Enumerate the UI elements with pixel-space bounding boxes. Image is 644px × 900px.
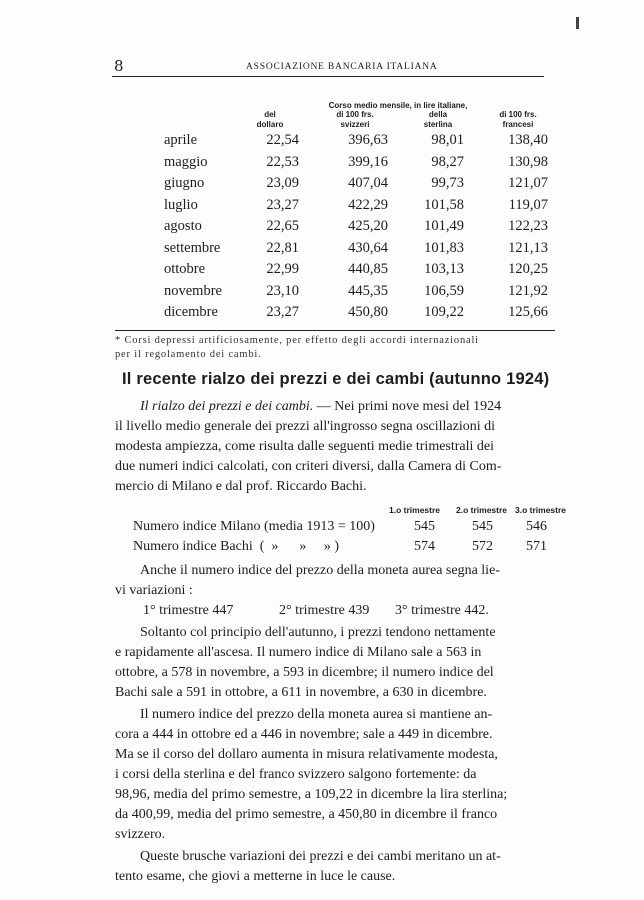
cell-month: agosto [164,218,202,234]
column-header-dollaro: del dollaro [256,110,284,129]
cell-month: aprile [164,132,198,148]
cell-francesi: 125,66 [508,304,548,320]
cell-francesi: 121,13 [508,239,548,256]
body-text-line: Soltanto col principio dell'autunno, i prezzi tendono nettamente [140,625,496,640]
cell-sterlina: 101,83 [424,239,464,256]
cell-dollaro: 23,10 [266,282,299,299]
body-text-line: modesta ampiezza, come risulta dalle seguenti medie trimestrali dei [115,439,495,454]
cell-francesi: 121,92 [508,282,548,299]
header-rule [112,76,544,77]
column-header-francesi: di 100 frs. francesi [499,110,537,129]
body-text-line: e rapidamente all'ascesa. Il numero indice di Milano sale a 563 in [115,645,482,660]
index-value: 572 [472,539,493,554]
table-row [0,261,644,283]
body-text-line: mercio di Milano e dal prof. Riccardo Bachi. [115,479,367,494]
index-row-label: Numero indice Bachi ( » » » ) [133,539,340,554]
table-caption: Corso medio mensile, in lire italiane, [328,101,468,110]
body-text-line: Il numero indice del prezzo della moneta aurea si mantiene an- [140,707,493,722]
cell-svizzeri: 425,20 [348,218,388,234]
cell-sterlina: 99,73 [431,175,464,191]
index-value: 545 [414,519,435,534]
footnote-line: per il regolamento dei cambi. [115,349,262,360]
cell-francesi: 138,40 [508,132,548,148]
cell-dollaro: 23,27 [266,304,299,320]
cell-sterlina: 106,59 [424,282,464,299]
cell-sterlina: 98,01 [431,132,464,148]
body-text-line: ottobre, a 578 in novembre, a 593 in dicembre; il numero indice del [115,665,494,680]
body-text-line: svizzero. [115,827,166,842]
section-heading: Il recente rialzo dei prezzi e dei cambi (autunno 1924) [122,370,550,388]
table-row [0,304,644,326]
cell-francesi: 119,07 [508,196,548,213]
body-text-line: vi variazioni : [115,583,193,598]
cell-month: giugno [164,175,205,191]
body-text-line: Anche il numero indice del prezzo della moneta aurea segna lie- [140,563,500,578]
index-value: 546 [526,519,547,534]
cell-svizzeri: 422,29 [348,196,388,213]
body-text-line: da 400,99, media del primo semestre, a 450,80 in dicembre il franco [115,807,498,822]
body-text-line: tento esame, che giovi a metterne in luce le cause. [115,869,396,884]
cell-svizzeri: 399,16 [348,153,388,170]
table-row [0,175,644,197]
table-row [0,154,644,176]
cell-francesi: 122,23 [508,218,548,234]
body-text-line: Bachi sale a 591 in ottobre, a 611 in novembre, a 630 in dicembre. [115,685,487,700]
cell-dollaro: 22,81 [266,239,299,256]
cell-sterlina: 103,13 [424,261,464,277]
cell-svizzeri: 407,04 [348,175,388,191]
cell-month: settembre [164,239,221,256]
index-header-q3: 3.o trimestre [515,505,567,515]
column-header-svizzeri: di 100 frs. svizzeri [336,110,374,129]
cell-svizzeri: 396,63 [348,132,388,148]
index-value: 545 [472,519,493,534]
cell-sterlina: 109,22 [424,304,464,320]
table-row [0,283,644,305]
index-value: 571 [526,539,547,554]
body-text-line: due numeri indici calcolati, con criteri diversi, dalla Camera di Com- [115,459,502,474]
body-text-line: Queste brusche variazioni dei prezzi e dei cambi meritano un at- [140,849,501,864]
running-header-title: ASSOCIAZIONE BANCARIA ITALIANA [246,62,438,72]
cell-svizzeri: 430,64 [348,239,388,256]
table-bottom-rule [115,330,555,331]
cell-svizzeri: 440,85 [348,261,388,277]
cell-francesi: 130,98 [508,153,548,170]
cell-sterlina: 101,49 [424,218,464,234]
table-row [0,218,644,240]
cell-dollaro: 22,65 [266,218,299,234]
body-text-line: i corsi della sterlina e del franco svizzero salgono fortemente: da [115,767,477,782]
cell-dollaro: 23,09 [266,175,299,191]
index-row-label: Numero indice Milano (media 1913 = 100) [133,519,375,534]
cell-month: dicembre [164,304,218,320]
index-value: 574 [414,539,435,554]
cell-svizzeri: 450,80 [348,304,388,320]
body-text-line: cora a 444 in ottobre ed a 446 in novembre; sale a 449 in dicembre. [115,727,493,742]
cell-dollaro: 22,54 [266,132,299,148]
cell-month: maggio [164,153,208,170]
column-header-sterlina: della sterlina [423,110,453,129]
quarter-value: 2° trimestre 439 [279,603,370,618]
body-text-line: Il rialzo dei prezzi e dei cambi. — Nei primi nove mesi del 1924 [140,399,502,414]
cell-month: luglio [164,196,198,213]
cell-dollaro: 22,99 [266,261,299,277]
cell-svizzeri: 445,35 [348,282,388,299]
body-text-line: 98,96, media del primo semestre, a 109,22 in dicembre la lira sterlina; [115,787,508,802]
cell-month: ottobre [164,261,206,277]
cell-month: novembre [164,282,222,299]
quarter-value: 1° trimestre 447 [143,603,234,618]
cell-sterlina: 98,27 [431,153,464,170]
body-text-line: Ma se il corso del dollaro aumenta in misura relativamente modesta, [115,747,498,762]
cell-francesi: 121,07 [508,175,548,191]
index-header-q2: 2.o trimestre [456,505,508,515]
cell-sterlina: 101,58 [424,196,464,213]
scan-mark [576,17,579,29]
cell-dollaro: 22,53 [266,153,299,170]
cell-dollaro: 23,27 [266,196,299,213]
footnote-line: * Corsi depressi artificiosamente, per effetto degli accordi internazionali [115,335,479,346]
page-number: 8 [114,57,124,75]
table-row [0,240,644,262]
cell-francesi: 120,25 [508,261,548,277]
body-text-line: il livello medio generale dei prezzi all'ingrosso segna oscillazioni di [115,419,496,434]
quarter-value: 3° trimestre 442. [395,603,489,618]
table-row [0,197,644,219]
index-header-q1: 1.o trimestre [389,505,441,515]
table-row [0,132,644,154]
